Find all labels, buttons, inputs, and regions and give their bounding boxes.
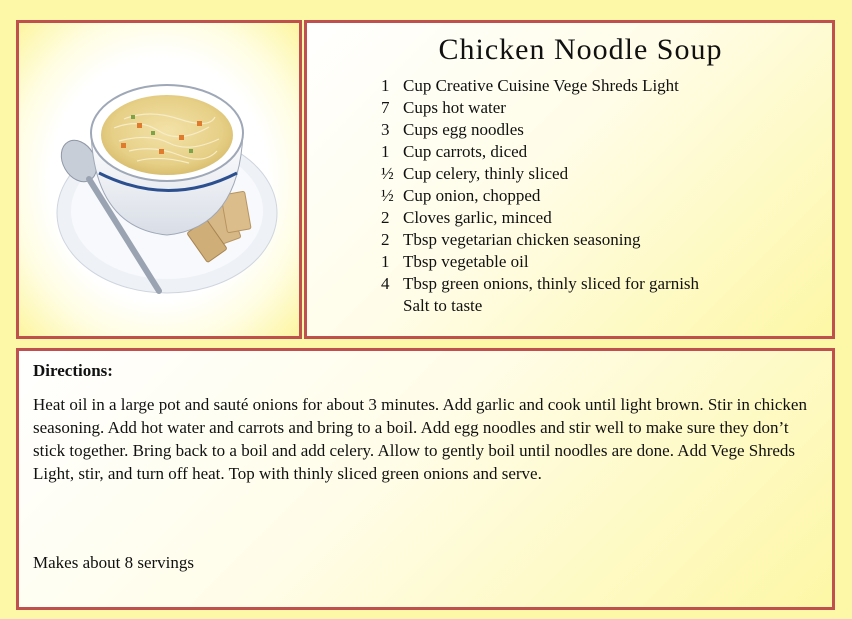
ingredient-item: 7 Cups hot water bbox=[381, 98, 506, 117]
ingredient-item: ½ Cup celery, thinly sliced bbox=[381, 164, 569, 183]
directions-heading: Directions: bbox=[33, 361, 113, 380]
ingredient-item: 2 Cloves garlic, minced bbox=[381, 208, 552, 227]
directions-text: Heat oil in a large pot and sauté onions for about 3 minutes. Add garlic and cook until light brown. Stir in chicken seasoning. Add hot water and carrots and bring to a boil. Add egg noodles and stir well to make sure they don’t stick together. Bring back to a boil and add celery. Allow to gently boil until noodles are done. Add Vege Shreds Light, stir, and turn off heat. Top with thinly sliced green onions and serve. bbox=[33, 395, 807, 483]
soup-bowl-photo bbox=[19, 23, 299, 336]
ingredient-item: 3 Cups egg noodles bbox=[381, 120, 524, 139]
ingredient-item: ½ Cup onion, chopped bbox=[381, 186, 541, 205]
ingredient-item: 4 Tbsp green onions, thinly sliced for garnish bbox=[381, 274, 700, 293]
directions-panel bbox=[16, 348, 835, 610]
ingredients-panel bbox=[304, 20, 835, 339]
servings-text: Makes about 8 servings bbox=[33, 553, 195, 572]
ingredient-item: Salt to taste bbox=[403, 296, 483, 315]
ingredients-list bbox=[381, 75, 699, 317]
ingredient-item: 1 Tbsp vegetable oil bbox=[381, 252, 529, 271]
photo-panel bbox=[16, 20, 302, 339]
recipe-title: Chicken Noodle Soup bbox=[438, 33, 723, 66]
ingredient-item: 2 Tbsp vegetarian chicken seasoning bbox=[381, 230, 641, 249]
ingredient-item: 1 Cup carrots, diced bbox=[381, 142, 528, 161]
ingredient-item: 1 Cup Creative Cuisine Vege Shreds Light bbox=[381, 76, 679, 95]
